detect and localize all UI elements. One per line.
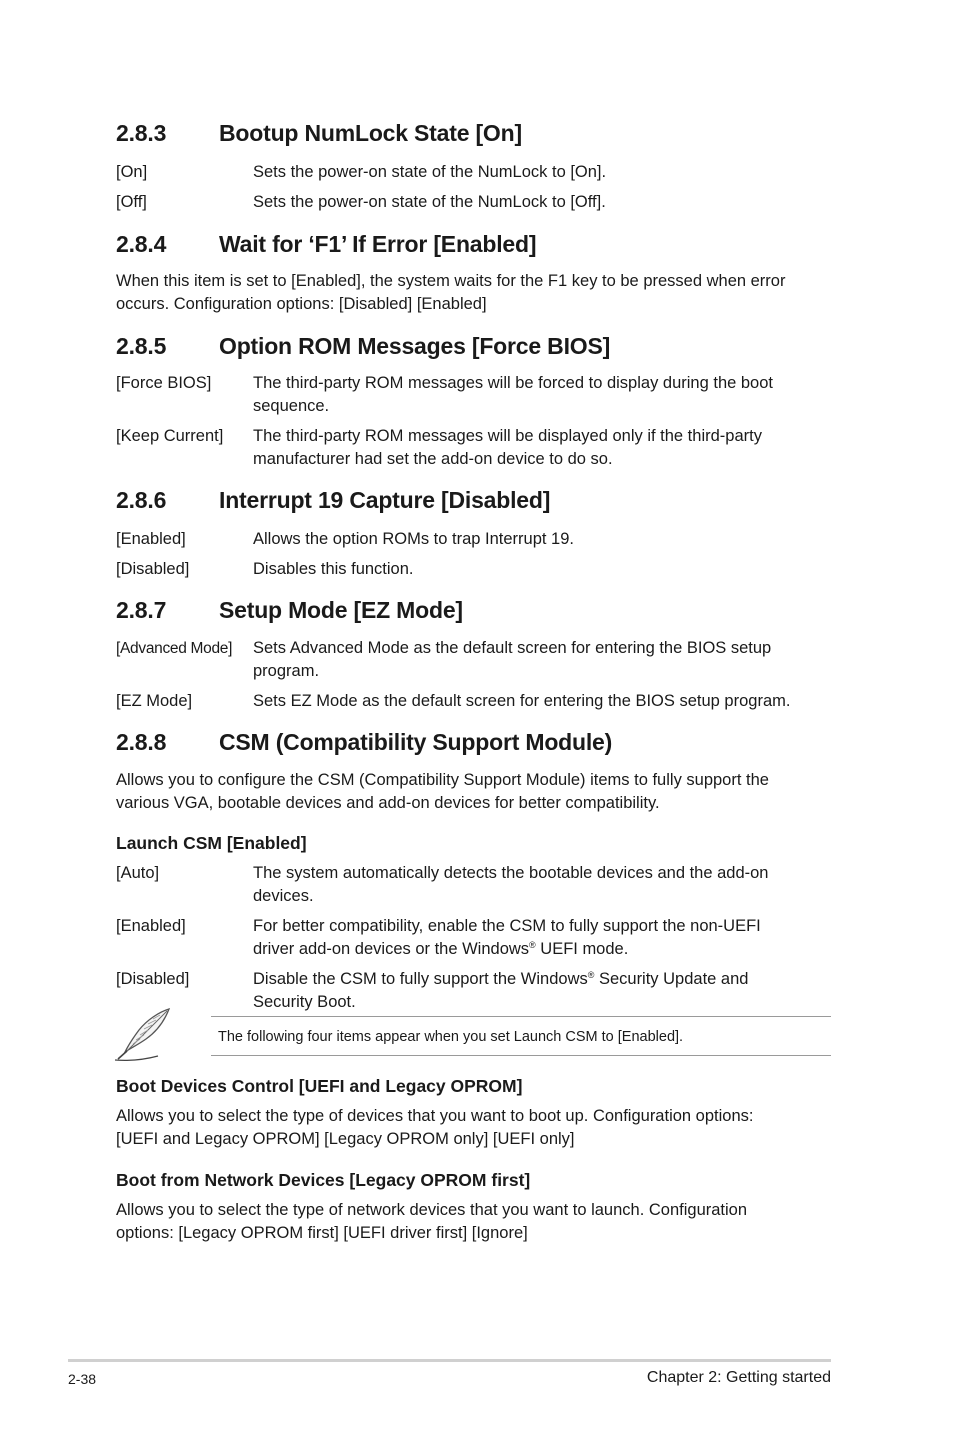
section-number: 2.8.3 bbox=[116, 120, 167, 146]
option-desc bbox=[253, 372, 833, 418]
section-heading-2-8-6 bbox=[116, 486, 550, 514]
body-line: Allows you to select the type of devices that you want to boot up. Configuration options: bbox=[116, 1107, 754, 1125]
desc-line bbox=[253, 968, 833, 991]
desc-line: devices. bbox=[253, 887, 314, 905]
desc-line: For better compatibility, enable the CSM to fully support the non-UEFI bbox=[253, 917, 761, 935]
note-bottom-rule bbox=[211, 1055, 831, 1056]
desc-line: sequence. bbox=[253, 397, 330, 415]
desc-text: Security Update and bbox=[594, 970, 749, 988]
chapter-title: Chapter 2: Getting started bbox=[646, 1369, 831, 1386]
option-desc bbox=[253, 915, 833, 961]
body-line: [UEFI and Legacy OPROM] [Legacy OPROM only] [UEFI only] bbox=[116, 1130, 575, 1148]
section-title: Option ROM Messages [Force BIOS] bbox=[219, 333, 611, 359]
section-number: 2.8.7 bbox=[116, 597, 167, 623]
section-title: Setup Mode [EZ Mode] bbox=[219, 597, 463, 623]
option-key: [Auto] bbox=[116, 864, 160, 882]
section-title: Wait for ‘F1’ If Error [Enabled] bbox=[219, 231, 537, 257]
footer-rule bbox=[68, 1359, 831, 1362]
section-number: 2.8.8 bbox=[116, 729, 167, 755]
option-key: [Off] bbox=[116, 193, 147, 211]
option-desc bbox=[253, 862, 833, 908]
note-text: The following four items appear when you set Launch CSM to [Enabled]. bbox=[218, 1029, 684, 1045]
section-heading-2-8-7 bbox=[116, 596, 463, 624]
section-heading-2-8-3 bbox=[116, 119, 522, 147]
desc-line: Sets Advanced Mode as the default screen for entering the BIOS setup bbox=[253, 639, 772, 657]
registered-mark: ® bbox=[529, 940, 536, 950]
option-desc: Sets the power-on state of the NumLock to [Off]. bbox=[253, 193, 606, 211]
section-number: 2.8.6 bbox=[116, 487, 167, 513]
option-desc bbox=[253, 425, 833, 471]
desc-line: The third-party ROM messages will be forced to display during the boot bbox=[253, 374, 773, 392]
subsection-body bbox=[116, 1199, 832, 1245]
desc-text: Disable the CSM to fully support the Windows bbox=[253, 970, 588, 988]
option-key: [Force BIOS] bbox=[116, 374, 212, 392]
option-key: [On] bbox=[116, 163, 148, 181]
desc-line: Security Boot. bbox=[253, 993, 356, 1011]
option-key: [Keep Current] bbox=[116, 427, 224, 445]
option-key: [Advanced Mode] bbox=[116, 640, 233, 657]
registered-mark: ® bbox=[587, 970, 595, 980]
section-heading-2-8-8 bbox=[116, 728, 612, 756]
option-desc: Sets EZ Mode as the default screen for entering the BIOS setup program. bbox=[253, 692, 791, 710]
option-key: [Disabled] bbox=[116, 970, 190, 988]
note-top-rule bbox=[211, 1016, 831, 1017]
body-line: Allows you to select the type of network devices that you want to launch. Configuration bbox=[116, 1201, 748, 1219]
desc-line: The third-party ROM messages will be displayed only if the third-party bbox=[253, 427, 762, 445]
section-body bbox=[116, 769, 832, 815]
desc-line bbox=[253, 938, 833, 961]
body-line: options: [Legacy OPROM first] [UEFI driver first] [Ignore] bbox=[116, 1224, 528, 1242]
desc-line: program. bbox=[253, 662, 320, 680]
option-desc bbox=[253, 968, 833, 1014]
section-number: 2.8.4 bbox=[116, 231, 167, 257]
page-number: 2-38 bbox=[68, 1371, 97, 1387]
section-title: Bootup NumLock State [On] bbox=[219, 120, 522, 146]
body-line: When this item is set to [Enabled], the system waits for the F1 key to be pressed when error bbox=[116, 272, 786, 290]
body-line: Allows you to configure the CSM (Compatibility Support Module) items to fully support the bbox=[116, 771, 769, 789]
subsection-heading-boot-network: Boot from Network Devices [Legacy OPROM first] bbox=[116, 1170, 531, 1190]
option-desc: Sets the power-on state of the NumLock to [On]. bbox=[253, 163, 607, 181]
body-line: various VGA, bootable devices and add-on devices for better compatibility. bbox=[116, 794, 660, 812]
desc-text: driver add-on devices or the Windows bbox=[253, 940, 530, 958]
desc-text: UEFI mode. bbox=[535, 940, 629, 958]
body-line: occurs. Configuration options: [Disabled] [Enabled] bbox=[116, 295, 487, 313]
option-desc: Allows the option ROMs to trap Interrupt 19. bbox=[253, 530, 574, 548]
feather-pen-icon bbox=[113, 1006, 173, 1062]
desc-line: manufacturer had set the add-on device to do so. bbox=[253, 450, 613, 468]
subsection-body bbox=[116, 1105, 832, 1151]
section-heading-2-8-5 bbox=[116, 332, 610, 360]
option-key: [Enabled] bbox=[116, 530, 186, 548]
option-key: [EZ Mode] bbox=[116, 692, 193, 710]
option-desc: Disables this function. bbox=[253, 560, 414, 578]
section-title: Interrupt 19 Capture [Disabled] bbox=[219, 487, 551, 513]
option-key: [Enabled] bbox=[116, 917, 186, 935]
option-desc bbox=[253, 637, 833, 683]
section-title: CSM (Compatibility Support Module) bbox=[219, 729, 613, 755]
section-body bbox=[116, 270, 832, 316]
subsection-heading-launch-csm: Launch CSM [Enabled] bbox=[116, 833, 307, 853]
section-heading-2-8-4 bbox=[116, 230, 536, 258]
option-key: [Disabled] bbox=[116, 560, 190, 578]
section-number: 2.8.5 bbox=[116, 333, 167, 359]
subsection-heading-boot-devices: Boot Devices Control [UEFI and Legacy OPROM] bbox=[116, 1076, 523, 1096]
desc-line: The system automatically detects the bootable devices and the add-on bbox=[253, 864, 769, 882]
